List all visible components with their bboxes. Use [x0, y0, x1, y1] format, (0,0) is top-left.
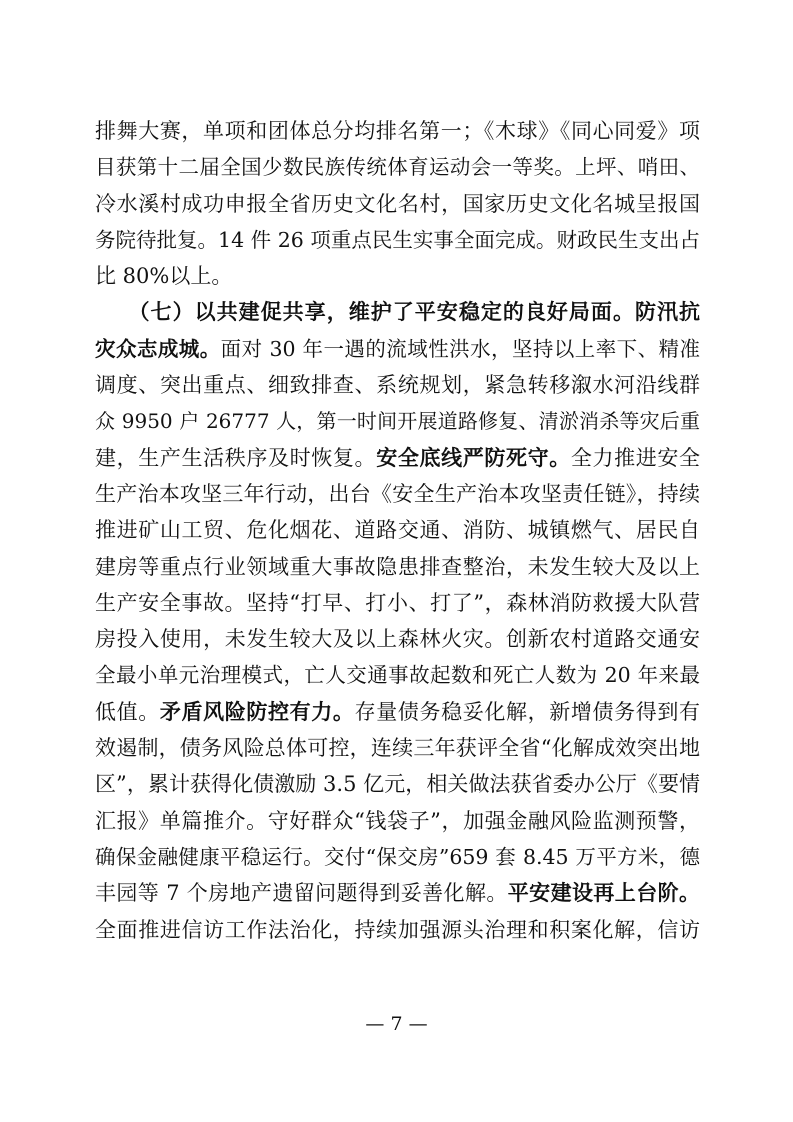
text-segment: 生产安全事故。坚持“打早、打小、打了”，森林消防救援大队营: [95, 590, 700, 615]
text-segment: 面对 30 年一遇的流域性洪水，坚持以上率下、精准: [220, 336, 700, 361]
text-segment: 推进矿山工贸、危化烟花、道路交通、消防、城镇燃气、居民自: [95, 518, 700, 543]
text-segment: 全面推进信访工作法治化，持续加强源头治理和积案化解，信访: [95, 917, 700, 942]
text-line: [95, 331, 700, 367]
page-number: — 7 —: [365, 1013, 428, 1035]
text-segment: 建，生产生活秩序及时恢复。: [95, 445, 377, 470]
bold-text-segment: （七）以共建促共享，维护了平安稳定的良好局面。防汛抗: [95, 299, 700, 325]
text-line: [95, 258, 700, 294]
text-segment: 区”，累计获得化债激励 3.5 亿元，相关做法获省委办公厅《要情: [95, 772, 700, 797]
text-segment: 众 9950 户 26777 人，第一时间开展道路修复、清淤消杀等灾后重: [95, 409, 700, 434]
text-segment: 房投入使用，未发生较大及以上森林火灾。创新农村道路交通安: [95, 627, 700, 652]
text-segment: 确保金融健康平稳运行。交付“保交房”659 套 8.45 万平方米，德: [95, 844, 700, 869]
bold-text-segment: 平安建设再上台阶。: [507, 880, 701, 906]
text-segment: 冷水溪村成功申报全省历史文化名村，国家历史文化名城呈报国: [95, 191, 700, 216]
text-line: [95, 222, 700, 258]
text-line: [95, 403, 700, 439]
text-line: [95, 730, 700, 766]
text-line: [95, 875, 700, 911]
text-line: [95, 766, 700, 802]
text-line: [95, 367, 700, 403]
text-line: [95, 803, 700, 839]
bold-text-segment: 灾众志成城。: [95, 336, 221, 361]
text-segment: 全最小单元治理模式，亡人交通事故起数和死亡人数为 20 年来最: [95, 663, 700, 688]
text-segment: 效遏制，债务风险总体可控，连续三年获评全省“化解成效突出地: [95, 736, 700, 761]
text-line: [95, 294, 700, 330]
text-line: [95, 186, 700, 222]
body-text: [95, 113, 700, 948]
text-segment: 务院待批复。14 件 26 项重点民生实事全面完成。财政民生支出占: [95, 227, 700, 252]
text-segment: 排舞大赛，单项和团体总分均排名第一；《木球》《同心同爱》项: [95, 119, 700, 143]
text-segment: 丰园等 7 个房地产遗留问题得到妥善化解。: [95, 881, 508, 906]
text-line: [95, 912, 700, 948]
text-line: [95, 113, 700, 149]
text-segment: 汇报》单篇推介。守好群众“钱袋子”，加强金融风险监测预警，: [95, 808, 700, 833]
text-line: [95, 621, 700, 657]
bold-text-segment: 矛盾风险防控有力。: [159, 698, 355, 724]
text-line: [95, 149, 700, 185]
text-line: [95, 657, 700, 693]
text-segment: 存量债务稳妥化解，新增债务得到有: [354, 699, 701, 724]
text-line: [95, 476, 700, 512]
text-segment: 比 80%以上。: [95, 264, 233, 289]
bold-text-segment: 安全底线严防死守。: [376, 444, 571, 470]
text-segment: 调度、突出重点、细致排查、系统规划，紧急转移溆水河沿线群: [95, 373, 700, 398]
text-line: [95, 512, 700, 548]
text-line: [95, 585, 700, 621]
text-segment: 目获第十二届全国少数民族传统体育运动会一等奖。上坪、哨田、: [95, 155, 700, 180]
text-segment: 建房等重点行业领域重大事故隐患排查整治，未发生较大及以上: [95, 554, 700, 579]
text-line: [95, 839, 700, 875]
text-line: [95, 440, 700, 476]
text-line: [95, 549, 700, 585]
text-segment: 生产治本攻坚三年行动，出台《安全生产治本攻坚责任链》，持续: [95, 481, 700, 506]
text-segment: 全力推进安全: [570, 445, 701, 470]
text-line: [95, 694, 700, 730]
text-segment: 低值。: [95, 699, 160, 724]
